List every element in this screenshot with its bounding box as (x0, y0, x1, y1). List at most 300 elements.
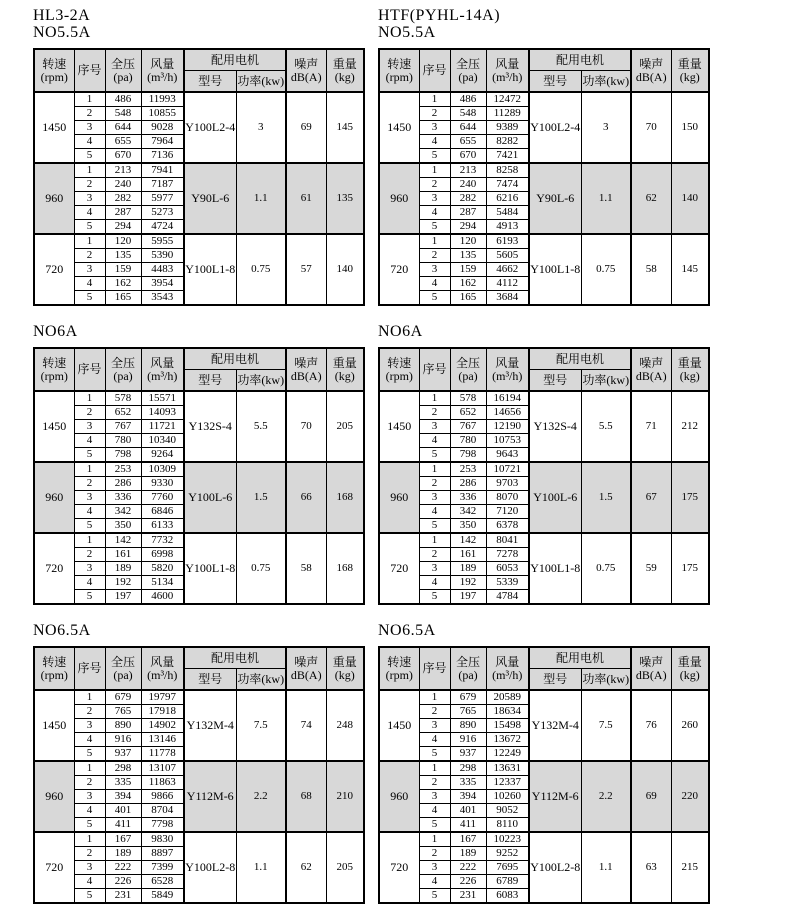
cell-motor-model: Y100L1-8 (529, 533, 581, 604)
cell-pressure: 167 (105, 832, 141, 847)
cell-seq: 1 (74, 533, 105, 548)
cell-seq: 1 (419, 533, 450, 548)
cell-rpm: 1450 (34, 391, 74, 462)
cell-seq: 5 (74, 818, 105, 833)
cell-motor-power: 3 (236, 92, 286, 163)
header-pressure-label: (pa) (113, 69, 133, 84)
cell-airflow: 9052 (486, 804, 529, 818)
cell-seq: 2 (419, 776, 450, 790)
header-weight-label: 重量 (677, 355, 702, 370)
section-no6a (33, 323, 800, 605)
cell-airflow: 7695 (486, 861, 529, 875)
table-row (34, 832, 364, 847)
header-noise-label: dB(A) (635, 69, 667, 84)
fan-spec-panel (378, 323, 714, 605)
cell-noise: 61 (286, 163, 326, 234)
cell-rpm: 960 (379, 163, 419, 234)
cell-pressure: 294 (450, 220, 486, 235)
cell-pressure: 161 (450, 548, 486, 562)
cell-pressure: 298 (105, 761, 141, 776)
header-pressure-label: (pa) (113, 667, 133, 682)
cell-pressure: 486 (450, 92, 486, 107)
header-seq (419, 49, 450, 92)
panel-title-line: HTF(PYHL-14A) (378, 7, 501, 24)
cell-noise: 58 (286, 533, 326, 604)
header-airflow-label: (m³/h) (492, 69, 523, 84)
cell-seq: 1 (419, 761, 450, 776)
cell-pressure: 670 (450, 149, 486, 164)
header-motor-power (581, 669, 631, 691)
cell-pressure: 159 (450, 263, 486, 277)
cell-weight: 145 (671, 234, 709, 305)
cell-airflow: 5134 (141, 576, 184, 590)
cell-seq: 3 (74, 790, 105, 804)
cell-pressure: 213 (105, 163, 141, 178)
header-motor-power (236, 370, 286, 392)
spec-table-body (34, 391, 364, 604)
section-no5-5a (33, 7, 800, 306)
fan-spec-table (378, 347, 710, 605)
cell-motor-model: Y132M-4 (184, 690, 236, 761)
cell-airflow: 5339 (486, 576, 529, 590)
cell-airflow: 6528 (141, 875, 184, 889)
header-motor-label: 配用电机 (211, 650, 260, 665)
cell-airflow: 9703 (486, 477, 529, 491)
header-motor-power-label: 功率(kw) (582, 671, 630, 686)
cell-seq: 4 (74, 875, 105, 889)
cell-seq: 3 (74, 719, 105, 733)
header-speed (34, 49, 74, 92)
header-motor-model-label: 型号 (543, 671, 568, 686)
cell-airflow: 5390 (141, 249, 184, 263)
cell-pressure: 342 (105, 505, 141, 519)
cell-seq: 2 (419, 847, 450, 861)
header-row-1 (379, 647, 709, 669)
cell-seq: 4 (419, 135, 450, 149)
cell-seq: 3 (419, 420, 450, 434)
cell-motor-model: Y100L1-8 (529, 234, 581, 305)
cell-weight: 150 (671, 92, 709, 163)
cell-airflow: 8704 (141, 804, 184, 818)
header-weight-label: (kg) (679, 667, 700, 682)
header-motor-label: 配用电机 (556, 650, 605, 665)
cell-airflow: 13672 (486, 733, 529, 747)
header-noise-label: 噪声 (639, 654, 664, 669)
cell-pressure: 780 (450, 434, 486, 448)
table-row (34, 391, 364, 406)
header-speed-label: 转速 (387, 654, 412, 669)
header-motor-model-label: 型号 (543, 73, 568, 88)
cell-seq: 4 (74, 505, 105, 519)
cell-airflow: 6216 (486, 192, 529, 206)
cell-seq: 5 (74, 590, 105, 605)
header-airflow (486, 49, 529, 92)
header-motor-model-label: 型号 (198, 372, 223, 387)
cell-rpm: 960 (34, 462, 74, 533)
header-airflow (486, 647, 529, 690)
header-seq (419, 647, 450, 690)
cell-airflow: 5484 (486, 206, 529, 220)
cell-seq: 5 (74, 889, 105, 904)
cell-airflow: 7941 (141, 163, 184, 178)
cell-seq: 2 (419, 548, 450, 562)
header-seq-label: 序号 (77, 362, 102, 376)
cell-pressure: 253 (105, 462, 141, 477)
spec-table-header (34, 348, 364, 391)
table-row (34, 533, 364, 548)
header-speed-label: (rpm) (385, 368, 413, 383)
cell-seq: 5 (419, 747, 450, 762)
cell-airflow: 10855 (141, 107, 184, 121)
table-row (379, 163, 709, 178)
cell-pressure: 192 (105, 576, 141, 590)
header-noise-label: 噪声 (294, 56, 319, 71)
header-pressure-label: (pa) (458, 69, 478, 84)
header-row-1 (379, 49, 709, 71)
cell-pressure: 189 (105, 562, 141, 576)
header-pressure-label: 全压 (110, 56, 135, 71)
header-speed-label: 转速 (42, 355, 67, 370)
header-noise-label: dB(A) (290, 667, 322, 682)
cell-seq: 3 (74, 121, 105, 135)
cell-seq: 2 (419, 477, 450, 491)
cell-pressure: 937 (105, 747, 141, 762)
cell-noise: 68 (286, 761, 326, 832)
cell-seq: 4 (74, 576, 105, 590)
cell-rpm: 1450 (379, 690, 419, 761)
cell-pressure: 298 (450, 761, 486, 776)
cell-pressure: 916 (450, 733, 486, 747)
cell-seq: 2 (419, 249, 450, 263)
cell-weight: 220 (671, 761, 709, 832)
header-speed-label: (rpm) (385, 667, 413, 682)
table-row (34, 690, 364, 705)
spec-table-header (379, 647, 709, 690)
cell-seq: 4 (419, 206, 450, 220)
cell-airflow: 19797 (141, 690, 184, 705)
header-seq-label: 序号 (422, 63, 447, 77)
cell-airflow: 9389 (486, 121, 529, 135)
header-pressure (450, 348, 486, 391)
header-motor-label: 配用电机 (211, 52, 260, 67)
cell-seq: 2 (419, 406, 450, 420)
cell-weight: 210 (326, 761, 364, 832)
cell-seq: 3 (74, 562, 105, 576)
header-weight-label: (kg) (679, 368, 700, 383)
cell-seq: 4 (419, 804, 450, 818)
cell-airflow: 4112 (486, 277, 529, 291)
header-pressure-label: (pa) (113, 368, 133, 383)
header-noise-label: dB(A) (290, 69, 322, 84)
cell-airflow: 10309 (141, 462, 184, 477)
cell-airflow: 6789 (486, 875, 529, 889)
cell-airflow: 4483 (141, 263, 184, 277)
cell-pressure: 644 (105, 121, 141, 135)
cell-motor-power: 1.5 (236, 462, 286, 533)
cell-seq: 5 (419, 519, 450, 534)
cell-seq: 5 (419, 818, 450, 833)
cell-seq: 4 (74, 804, 105, 818)
header-weight (326, 348, 364, 391)
cell-seq: 1 (419, 234, 450, 249)
cell-seq: 2 (74, 477, 105, 491)
cell-motor-power: 0.75 (581, 533, 631, 604)
cell-airflow: 14093 (141, 406, 184, 420)
cell-pressure: 162 (450, 277, 486, 291)
table-row (379, 462, 709, 477)
cell-airflow: 10223 (486, 832, 529, 847)
cell-seq: 1 (419, 391, 450, 406)
fan-spec-panel (33, 622, 369, 904)
cell-noise: 63 (631, 832, 671, 903)
header-motor-power (581, 370, 631, 392)
cell-seq: 1 (74, 462, 105, 477)
cell-pressure: 401 (450, 804, 486, 818)
cell-pressure: 578 (105, 391, 141, 406)
cell-seq: 5 (74, 291, 105, 306)
cell-pressure: 240 (450, 178, 486, 192)
cell-pressure: 142 (450, 533, 486, 548)
cell-motor-model: Y100L-6 (184, 462, 236, 533)
fan-spec-panel (33, 323, 369, 605)
cell-pressure: 287 (450, 206, 486, 220)
cell-seq: 3 (419, 790, 450, 804)
header-motor-power-label: 功率(kw) (237, 671, 285, 686)
cell-noise: 70 (631, 92, 671, 163)
header-pressure (105, 647, 141, 690)
cell-pressure: 162 (105, 277, 141, 291)
header-seq (74, 49, 105, 92)
cell-noise: 76 (631, 690, 671, 761)
panel-title-line: NO6A (33, 323, 78, 340)
cell-pressure: 197 (450, 590, 486, 605)
cell-motor-power: 2.2 (581, 761, 631, 832)
cell-pressure: 548 (450, 107, 486, 121)
header-weight-label: (kg) (334, 69, 355, 84)
cell-seq: 3 (419, 192, 450, 206)
header-noise (286, 348, 326, 391)
header-airflow-label: 风量 (495, 56, 520, 71)
header-airflow-label: 风量 (495, 355, 520, 370)
cell-airflow: 7278 (486, 548, 529, 562)
cell-airflow: 7136 (141, 149, 184, 164)
cell-seq: 5 (74, 220, 105, 235)
cell-seq: 4 (74, 434, 105, 448)
cell-motor-power: 7.5 (581, 690, 631, 761)
header-speed-label: (rpm) (40, 69, 68, 84)
header-airflow-label: 风量 (495, 654, 520, 669)
cell-pressure: 401 (105, 804, 141, 818)
cell-rpm: 1450 (379, 391, 419, 462)
cell-seq: 3 (74, 420, 105, 434)
header-motor-model (529, 669, 581, 691)
cell-rpm: 1450 (34, 92, 74, 163)
cell-rpm: 960 (34, 761, 74, 832)
cell-motor-power: 0.75 (236, 533, 286, 604)
header-airflow-label: 风量 (150, 56, 175, 71)
header-pressure-label: 全压 (110, 355, 135, 370)
section-no6-5a (33, 622, 800, 904)
cell-airflow: 8041 (486, 533, 529, 548)
cell-motor-model: Y100L2-8 (184, 832, 236, 903)
cell-airflow: 12472 (486, 92, 529, 107)
cell-noise: 57 (286, 234, 326, 305)
cell-pressure: 652 (105, 406, 141, 420)
cell-pressure: 411 (105, 818, 141, 833)
cell-airflow: 4724 (141, 220, 184, 235)
header-seq-label: 序号 (77, 63, 102, 77)
cell-pressure: 231 (105, 889, 141, 904)
cell-airflow: 9866 (141, 790, 184, 804)
header-motor-model-label: 型号 (198, 73, 223, 88)
cell-noise: 59 (631, 533, 671, 604)
cell-rpm: 720 (34, 832, 74, 903)
cell-pressure: 350 (105, 519, 141, 534)
header-airflow (141, 49, 184, 92)
header-seq (74, 348, 105, 391)
cell-motor-model: Y100L1-8 (184, 533, 236, 604)
cell-pressure: 189 (105, 847, 141, 861)
cell-airflow: 11721 (141, 420, 184, 434)
cell-pressure: 679 (450, 690, 486, 705)
cell-airflow: 6998 (141, 548, 184, 562)
table-row (34, 92, 364, 107)
cell-airflow: 6846 (141, 505, 184, 519)
cell-pressure: 226 (105, 875, 141, 889)
header-airflow-label: 风量 (150, 654, 175, 669)
cell-airflow: 5273 (141, 206, 184, 220)
cell-noise: 70 (286, 391, 326, 462)
cell-airflow: 13631 (486, 761, 529, 776)
cell-motor-model: Y132S-4 (529, 391, 581, 462)
table-row (379, 92, 709, 107)
cell-seq: 2 (74, 548, 105, 562)
cell-seq: 2 (74, 847, 105, 861)
cell-airflow: 14902 (141, 719, 184, 733)
cell-airflow: 7732 (141, 533, 184, 548)
panel-title-line: NO6.5A (378, 622, 436, 639)
header-row-1 (379, 348, 709, 370)
header-speed-label: 转速 (387, 355, 412, 370)
cell-pressure: 652 (450, 406, 486, 420)
cell-seq: 3 (74, 192, 105, 206)
cell-pressure: 767 (450, 420, 486, 434)
header-pressure (450, 647, 486, 690)
cell-pressure: 192 (450, 576, 486, 590)
cell-pressure: 670 (105, 149, 141, 164)
cell-pressure: 765 (105, 705, 141, 719)
cell-pressure: 161 (105, 548, 141, 562)
header-row-1 (34, 647, 364, 669)
cell-seq: 5 (74, 448, 105, 463)
cell-airflow: 3543 (141, 291, 184, 306)
cell-pressure: 798 (450, 448, 486, 463)
header-noise-label: 噪声 (639, 56, 664, 71)
cell-seq: 5 (419, 448, 450, 463)
cell-pressure: 486 (105, 92, 141, 107)
cell-airflow: 12337 (486, 776, 529, 790)
spec-table-body (379, 391, 709, 604)
header-speed-label: 转速 (387, 56, 412, 71)
cell-pressure: 142 (105, 533, 141, 548)
cell-pressure: 286 (105, 477, 141, 491)
cell-seq: 3 (419, 121, 450, 135)
cell-pressure: 240 (105, 178, 141, 192)
cell-motor-power: 1.1 (581, 163, 631, 234)
cell-airflow: 9643 (486, 448, 529, 463)
header-speed-label: (rpm) (385, 69, 413, 84)
header-motor-label: 配用电机 (556, 351, 605, 366)
fan-spec-panel (33, 7, 369, 306)
cell-seq: 2 (74, 705, 105, 719)
cell-seq: 4 (419, 875, 450, 889)
header-noise (631, 647, 671, 690)
cell-motor-power: 0.75 (581, 234, 631, 305)
cell-rpm: 960 (379, 462, 419, 533)
header-weight (326, 647, 364, 690)
cell-motor-model: Y100L2-4 (184, 92, 236, 163)
cell-pressure: 655 (450, 135, 486, 149)
spec-table-header (379, 348, 709, 391)
cell-pressure: 350 (450, 519, 486, 534)
cell-airflow: 17918 (141, 705, 184, 719)
panel-title-line: NO5.5A (378, 24, 436, 41)
cell-noise: 67 (631, 462, 671, 533)
cell-noise: 74 (286, 690, 326, 761)
cell-rpm: 1450 (379, 92, 419, 163)
header-weight (671, 647, 709, 690)
cell-seq: 1 (419, 163, 450, 178)
cell-airflow: 13146 (141, 733, 184, 747)
spec-table-body (34, 92, 364, 305)
cell-seq: 1 (419, 462, 450, 477)
cell-seq: 1 (74, 761, 105, 776)
cell-seq: 4 (74, 206, 105, 220)
cell-airflow: 7798 (141, 818, 184, 833)
panel-titles (33, 323, 369, 340)
header-weight-label: 重量 (677, 654, 702, 669)
header-speed-label: (rpm) (40, 368, 68, 383)
cell-seq: 2 (74, 776, 105, 790)
header-speed-label: 转速 (42, 56, 67, 71)
cell-airflow: 3684 (486, 291, 529, 306)
cell-motor-model: Y100L-6 (529, 462, 581, 533)
header-motor (529, 647, 631, 669)
header-motor-power-label: 功率(kw) (237, 73, 285, 88)
header-noise (286, 647, 326, 690)
header-weight-label: (kg) (679, 69, 700, 84)
cell-pressure: 189 (450, 847, 486, 861)
header-pressure-label: 全压 (455, 654, 480, 669)
header-weight-label: 重量 (677, 56, 702, 71)
header-airflow-label: (m³/h) (492, 667, 523, 682)
cell-rpm: 960 (379, 761, 419, 832)
cell-motor-power: 2.2 (236, 761, 286, 832)
header-noise-label: 噪声 (294, 654, 319, 669)
cell-seq: 3 (74, 491, 105, 505)
cell-pressure: 890 (105, 719, 141, 733)
cell-pressure: 189 (450, 562, 486, 576)
cell-airflow: 5849 (141, 889, 184, 904)
cell-airflow: 6193 (486, 234, 529, 249)
cell-rpm: 720 (379, 533, 419, 604)
cell-pressure: 644 (450, 121, 486, 135)
cell-seq: 3 (74, 861, 105, 875)
header-motor (529, 49, 631, 71)
cell-motor-power: 1.1 (236, 832, 286, 903)
cell-pressure: 765 (450, 705, 486, 719)
cell-seq: 5 (419, 590, 450, 605)
